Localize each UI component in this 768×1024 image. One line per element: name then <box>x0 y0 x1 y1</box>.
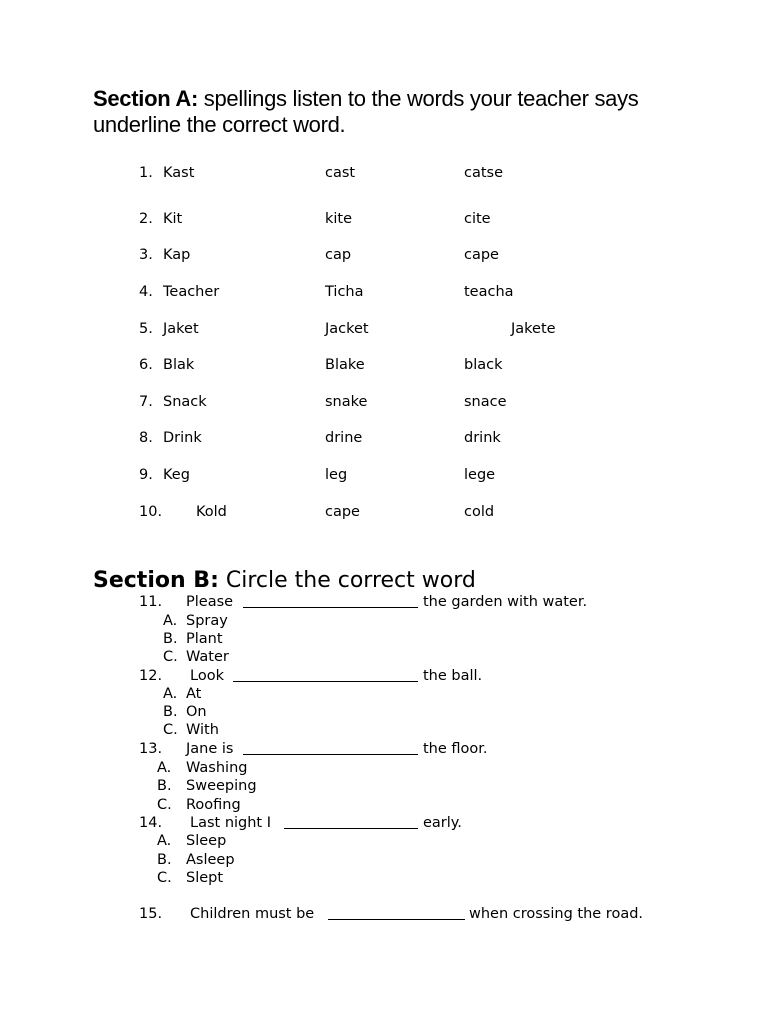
answer-option[interactable] <box>0 721 768 739</box>
word-option-2[interactable]: Jacket <box>325 321 369 337</box>
word-option-3[interactable]: snace <box>464 394 507 410</box>
word-option-2[interactable]: cap <box>325 247 352 263</box>
section-b-instruction: Circle the correct word <box>218 568 476 593</box>
answer-option[interactable] <box>0 851 768 869</box>
question-line <box>0 593 768 611</box>
section-a-instruction: spellings listen to the words your teacher says underline the correct word. <box>93 86 639 137</box>
option-letter: A. <box>163 686 178 702</box>
item-number: 3. <box>139 247 153 263</box>
answer-blank[interactable] <box>243 740 418 755</box>
question-text-after: when crossing the road. <box>469 906 644 922</box>
word-option-2[interactable]: cape <box>325 504 360 520</box>
answer-option[interactable] <box>0 630 768 648</box>
word-option-3[interactable]: cape <box>464 247 499 263</box>
word-option-1[interactable]: Teacher <box>163 284 220 300</box>
answer-option[interactable] <box>0 832 768 850</box>
word-option-2[interactable]: Blake <box>325 357 365 373</box>
word-option-1[interactable]: Blak <box>163 357 195 373</box>
word-option-1[interactable]: Jaket <box>163 321 199 337</box>
option-text: Spray <box>186 613 228 629</box>
item-number: 6. <box>139 357 153 373</box>
word-option-3[interactable]: black <box>464 357 503 373</box>
item-number: 5. <box>139 321 153 337</box>
word-option-3[interactable]: catse <box>464 165 504 181</box>
word-option-3[interactable]: cold <box>464 504 495 520</box>
answer-blank[interactable] <box>284 814 418 829</box>
answer-option[interactable] <box>0 685 768 703</box>
question-text-before: Children must be <box>190 906 315 922</box>
question-number: 14. <box>139 815 163 831</box>
question-text-before: Please <box>186 594 234 610</box>
option-letter: C. <box>163 649 178 665</box>
word-option-1[interactable]: Kold <box>196 504 227 520</box>
question-line <box>0 905 768 923</box>
word-option-2[interactable]: leg <box>325 467 348 483</box>
question-text-before: Look <box>190 668 224 684</box>
word-option-1[interactable]: Keg <box>163 467 190 483</box>
answer-option[interactable] <box>0 777 768 795</box>
word-option-1[interactable]: Snack <box>163 394 207 410</box>
item-number: 2. <box>139 211 153 227</box>
question-text-after: the ball. <box>423 668 483 684</box>
option-letter: B. <box>157 852 172 868</box>
word-option-3[interactable]: drink <box>464 430 501 446</box>
item-number: 9. <box>139 467 153 483</box>
option-text: Sleep <box>186 833 227 849</box>
option-letter: A. <box>163 613 178 629</box>
item-number: 7. <box>139 394 153 410</box>
word-option-2[interactable]: snake <box>325 394 368 410</box>
word-option-1[interactable]: Kast <box>163 165 195 181</box>
answer-option[interactable] <box>0 703 768 721</box>
option-letter: B. <box>163 631 178 647</box>
option-text: With <box>186 722 219 738</box>
answer-blank[interactable] <box>328 905 465 920</box>
option-text: Asleep <box>186 852 235 868</box>
question-number: 11. <box>139 594 163 610</box>
question-number: 13. <box>139 741 163 757</box>
option-text: Sweeping <box>186 778 257 794</box>
word-option-3[interactable]: lege <box>464 467 496 483</box>
option-letter: C. <box>163 722 178 738</box>
answer-blank[interactable] <box>233 667 418 682</box>
item-number: 8. <box>139 430 153 446</box>
section-a-heading <box>93 86 693 138</box>
question-line <box>0 814 768 832</box>
answer-option[interactable] <box>0 759 768 777</box>
option-text: Water <box>186 649 229 665</box>
question-line <box>0 667 768 685</box>
question-text-before: Jane is <box>186 741 234 757</box>
option-letter: C. <box>157 797 172 813</box>
answer-option[interactable] <box>0 612 768 630</box>
word-option-2[interactable]: Ticha <box>325 284 364 300</box>
answer-option[interactable] <box>0 869 768 887</box>
option-letter: B. <box>157 778 172 794</box>
option-text: Slept <box>186 870 224 886</box>
answer-blank[interactable] <box>243 593 418 608</box>
question-number: 12. <box>139 668 163 684</box>
word-option-2[interactable]: kite <box>325 211 353 227</box>
word-option-3[interactable]: teacha <box>464 284 514 300</box>
question-number: 15. <box>139 906 163 922</box>
word-option-2[interactable]: drine <box>325 430 363 446</box>
option-text: On <box>186 704 207 720</box>
question-text-after: the floor. <box>423 741 488 757</box>
option-letter: A. <box>157 760 172 776</box>
option-text: Roofing <box>186 797 241 813</box>
section-a-label: Section A: <box>93 86 198 111</box>
answer-option[interactable] <box>0 648 768 666</box>
option-letter: A. <box>157 833 172 849</box>
question-text-before: Last night I <box>190 815 271 831</box>
option-text: Plant <box>186 631 223 647</box>
word-option-2[interactable]: cast <box>325 165 356 181</box>
item-number: 4. <box>139 284 153 300</box>
word-option-3[interactable]: Jakete <box>511 321 556 337</box>
option-text: Washing <box>186 760 248 776</box>
item-number: 10. <box>139 504 163 520</box>
section-b-heading <box>93 567 476 595</box>
answer-option[interactable] <box>0 796 768 814</box>
word-option-1[interactable]: Kit <box>163 211 183 227</box>
section-b-label: Section B: <box>93 568 219 593</box>
option-text: At <box>186 686 202 702</box>
word-option-1[interactable]: Drink <box>163 430 202 446</box>
option-letter: B. <box>163 704 178 720</box>
question-text-after: early. <box>423 815 462 831</box>
question-text-after: the garden with water. <box>423 594 588 610</box>
word-option-1[interactable]: Kap <box>163 247 191 263</box>
question-line <box>0 740 768 758</box>
item-number: 1. <box>139 165 153 181</box>
word-option-3[interactable]: cite <box>464 211 491 227</box>
option-letter: C. <box>157 870 172 886</box>
